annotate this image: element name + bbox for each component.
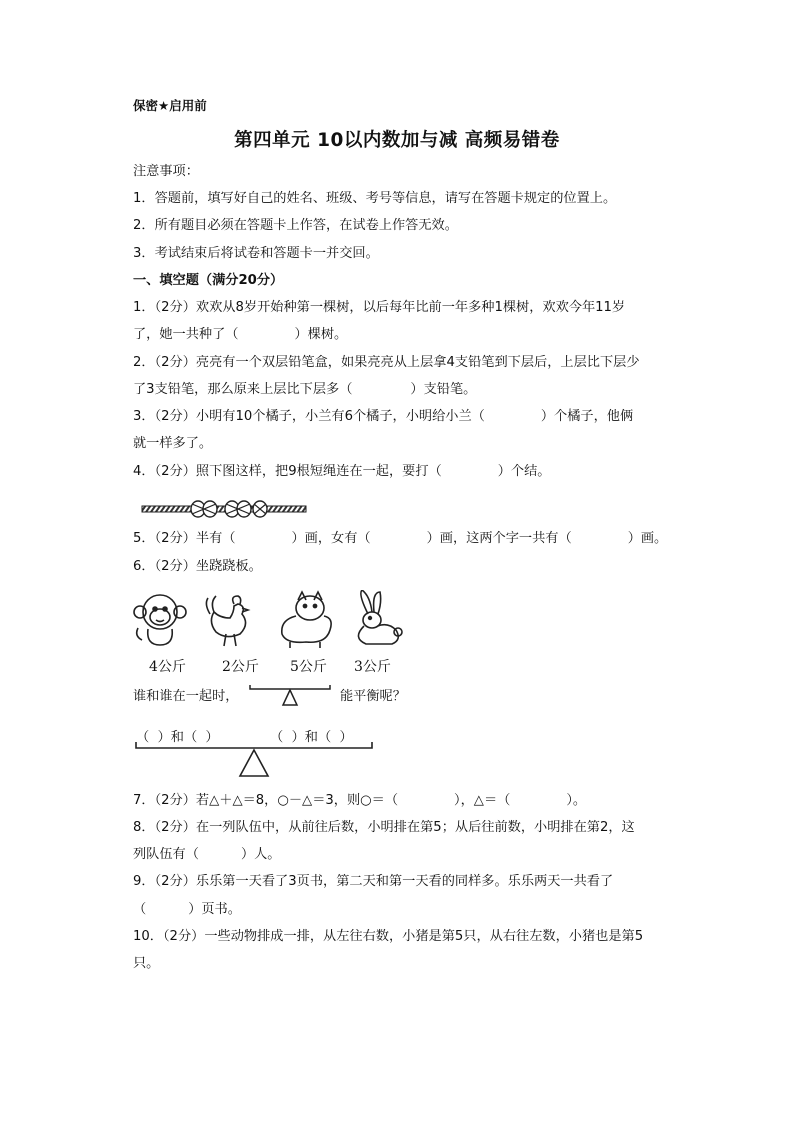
q6-pair-right[interactable]: （ ）和（ ） bbox=[270, 730, 353, 745]
q3-line1 bbox=[133, 408, 633, 426]
section-title: 一、填空题（满分20分） bbox=[133, 273, 284, 288]
rooster-weight: 2公斤 bbox=[222, 659, 259, 675]
q6-balance-text-a: 谁和谁在一起时， bbox=[133, 689, 239, 704]
q5-text-3: ）画，这两个字一共有（ bbox=[426, 531, 572, 546]
monkey-weight: 4公斤 bbox=[149, 659, 186, 675]
rabbit-weight: 3公斤 bbox=[354, 659, 391, 675]
q7-line1 bbox=[133, 792, 586, 810]
q1-line2 bbox=[133, 326, 347, 344]
animals-figure bbox=[130, 590, 410, 650]
q9-text-b: ）页书。 bbox=[188, 902, 241, 917]
q1-text-a: 了，她一共种了（ bbox=[133, 327, 239, 342]
q6-pair-left[interactable]: （ ）和（ ） bbox=[136, 730, 219, 745]
q5-text-2: ）画，女有（ bbox=[291, 531, 371, 546]
q5-text-1: 5．（2分）半有（ bbox=[133, 531, 236, 546]
notice-heading: 注意事项： bbox=[133, 164, 199, 179]
notice-item-2: 2．所有题目必须在答题卡上作答，在试卷上作答无效。 bbox=[133, 218, 458, 233]
q9-line1: 9．（2分）乐乐第一天看了3页书，第二天和第一天看的同样多。乐乐两天一共看了 bbox=[133, 874, 614, 889]
q2-line1: 2．（2分）亮亮有一个双层铅笔盒，如果亮亮从上层拿4支铅笔到下层后，上层比下层少 bbox=[133, 355, 640, 370]
q5-text-4: ）画。 bbox=[627, 531, 668, 546]
rope-figure bbox=[140, 498, 308, 520]
q2-text-a: 了3支铅笔，那么原来上层比下层多（ bbox=[133, 382, 353, 397]
q5-line1 bbox=[133, 530, 667, 548]
q10-line2: 只。 bbox=[133, 956, 160, 971]
q9-line2 bbox=[133, 901, 241, 919]
q2-text-b: ）支铅笔。 bbox=[410, 382, 477, 397]
rabbit-icon bbox=[358, 590, 402, 644]
q3-line2: 就一样多了。 bbox=[133, 436, 213, 451]
q1-line1: 1．（2分）欢欢从8岁开始种第一棵树，以后每年比前一年多种1棵树，欢欢今年11岁 bbox=[133, 300, 626, 315]
q6-line1: 6．（2分）坐跷跷板。 bbox=[133, 559, 262, 574]
q8-text-b: ）人。 bbox=[240, 847, 281, 862]
seesaw-large-icon bbox=[134, 722, 374, 780]
q1-text-b: ）棵树。 bbox=[294, 327, 348, 342]
page-title: 第四单元 10以内数加与减 高频易错卷 bbox=[234, 130, 560, 151]
q8-text-a: 列队伍有（ bbox=[133, 847, 199, 862]
dog-weight: 5公斤 bbox=[290, 659, 327, 675]
secret-label: 保密★启用前 bbox=[133, 98, 207, 113]
q9-text-a: （ bbox=[133, 902, 147, 917]
q4-line1 bbox=[133, 463, 550, 481]
dog-icon bbox=[282, 592, 331, 648]
seesaw-small-icon bbox=[248, 683, 332, 709]
notice-item-3: 3．考试结束后将试卷和答题卡一并交回。 bbox=[133, 246, 379, 261]
q7-text-2: ），△＝（ bbox=[454, 793, 511, 808]
q3-text-a: 3．（2分）小明有10个橘子，小兰有6个橘子，小明给小兰（ bbox=[133, 409, 485, 424]
notice-item-1: 1．答题前，填写好自己的姓名、班级、考号等信息，请写在答题卡规定的位置上。 bbox=[133, 191, 617, 206]
q6-balance-text-b: 能平衡呢？ bbox=[340, 689, 406, 704]
q4-text-b: ）个结。 bbox=[497, 464, 551, 479]
rooster-icon bbox=[206, 596, 248, 646]
q8-line1: 8．（2分）在一列队伍中，从前往后数，小明排在第5；从后往前数，小明排在第2，这 bbox=[133, 820, 635, 835]
q10-line1: 10．（2分）一些动物排成一排，从左往右数，小猪是第5只，从右往左数，小猪也是第5 bbox=[133, 929, 644, 944]
q8-line2 bbox=[133, 846, 281, 864]
q3-text-b: ）个橘子，他俩 bbox=[540, 409, 634, 424]
q2-line2 bbox=[133, 381, 476, 399]
monkey-icon bbox=[134, 595, 186, 645]
q7-text-3: ）。 bbox=[566, 793, 587, 808]
q7-text-1: 7．（2分）若△＋△＝8，○－△＝3，则○＝（ bbox=[133, 793, 399, 808]
q4-text-a: 4．（2分）照下图这样，把9根短绳连在一起，要打（ bbox=[133, 464, 442, 479]
